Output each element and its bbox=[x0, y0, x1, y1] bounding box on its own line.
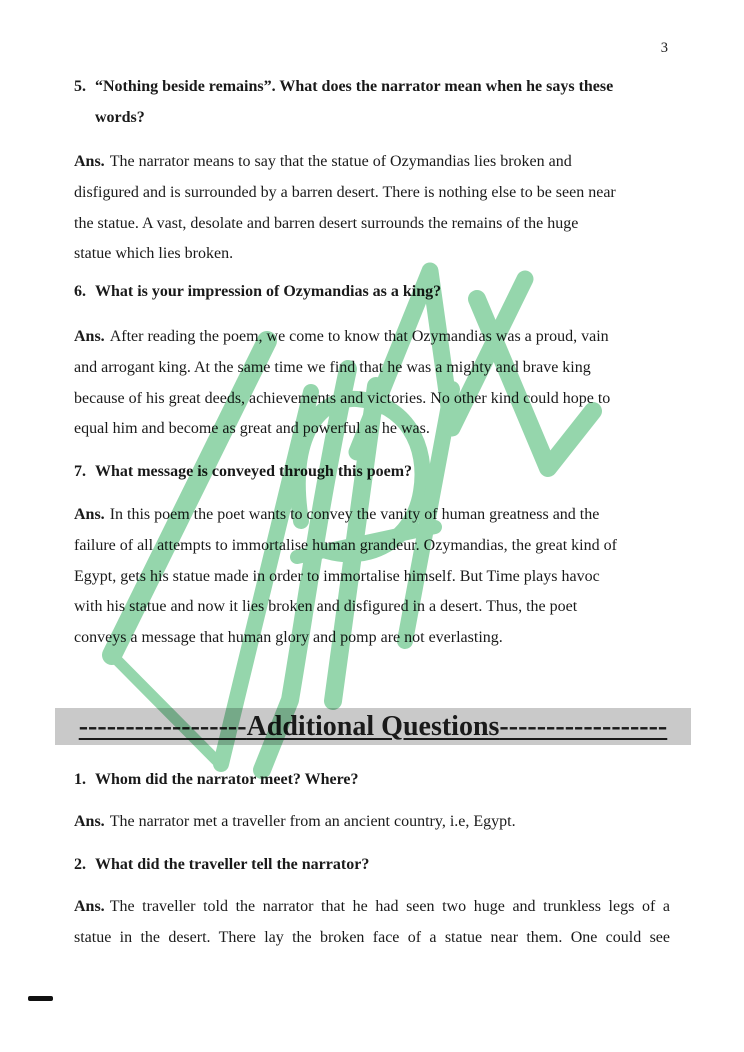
additional-question-block-1 bbox=[74, 765, 691, 796]
answer-block-6 bbox=[74, 322, 670, 445]
question-block-6 bbox=[74, 277, 691, 308]
question-number: 2. bbox=[74, 856, 86, 873]
answer-text: failure of all attempts to immortalise human grandeur. Ozymandias, the great kind of bbox=[74, 536, 617, 554]
question-number: 7. bbox=[74, 463, 86, 480]
answer-text: statue which lies broken. bbox=[74, 245, 234, 263]
question-block-5 bbox=[74, 72, 691, 134]
additional-answer-block-2 bbox=[74, 892, 670, 954]
answer-text: The narrator met a traveller from an ancient country, i.e, Egypt. bbox=[109, 813, 516, 830]
answer-text: The traveller told the narrator that he had seen two huge and trunkless legs of a bbox=[109, 898, 670, 915]
answer-text: because of his great deeds, achievements and victories. No other kind could hope to bbox=[74, 389, 611, 407]
answer-text: equal him and become as great and powerful as he was. bbox=[74, 420, 430, 438]
question-text: What is your impression of Ozymandias as a king? bbox=[95, 283, 442, 300]
page-number: 3 bbox=[660, 40, 668, 56]
question-number: 5. bbox=[74, 78, 86, 95]
answer-prefix: Ans. bbox=[74, 153, 105, 170]
header-dashes-right: ------------------ bbox=[499, 710, 668, 742]
section-header-text bbox=[79, 711, 668, 743]
answer-text: After reading the poem, we come to know that Ozymandias was a proud, vain bbox=[109, 328, 609, 345]
answer-text: Egypt, gets his statue made in order to immortalise himself. But Time plays havoc bbox=[74, 567, 600, 585]
answer-prefix: Ans. bbox=[74, 506, 105, 523]
section-header-band bbox=[55, 708, 691, 745]
header-dashes-left: ------------------ bbox=[78, 710, 247, 742]
answer-block-7 bbox=[74, 500, 670, 654]
corner-dash-mark bbox=[28, 996, 53, 1001]
question-text: What did the traveller tell the narrator? bbox=[95, 856, 370, 873]
section-header-title: Additional Questions bbox=[246, 710, 500, 742]
answer-text: the statue. A vast, desolate and barren desert surrounds the remains of the huge bbox=[74, 214, 579, 232]
question-number: 6. bbox=[74, 283, 86, 300]
answer-text: The narrator means to say that the statue of Ozymandias lies broken and bbox=[109, 153, 572, 170]
answer-text: with his statue and now it lies broken and disfigured in a desert. Thus, the poet bbox=[74, 598, 578, 616]
question-text: What message is conveyed through this poem? bbox=[95, 463, 413, 480]
additional-question-block-2 bbox=[74, 850, 691, 881]
answer-prefix: Ans. bbox=[74, 898, 105, 915]
answer-text: disfigured and is surrounded by a barren desert. There is nothing else to be seen near bbox=[74, 183, 616, 201]
additional-answer-block-1 bbox=[74, 807, 670, 838]
question-text: “Nothing beside remains”. What does the narrator mean when he says these bbox=[95, 78, 614, 95]
question-text: words? bbox=[95, 108, 145, 126]
answer-text: In this poem the poet wants to convey the vanity of human greatness and the bbox=[109, 506, 600, 523]
answer-prefix: Ans. bbox=[74, 328, 105, 345]
answer-text: conveys a message that human glory and pomp are not everlasting. bbox=[74, 629, 503, 647]
question-text: Whom did the narrator meet? Where? bbox=[95, 771, 359, 788]
answer-text: statue in the desert. There lay the broken face of a statue near them. One could see bbox=[74, 928, 670, 946]
answer-text: and arrogant king. At the same time we find that he was a mighty and brave king bbox=[74, 358, 591, 376]
question-number: 1. bbox=[74, 771, 86, 788]
answer-prefix: Ans. bbox=[74, 813, 105, 830]
answer-block-5 bbox=[74, 147, 670, 270]
question-block-7 bbox=[74, 457, 691, 488]
